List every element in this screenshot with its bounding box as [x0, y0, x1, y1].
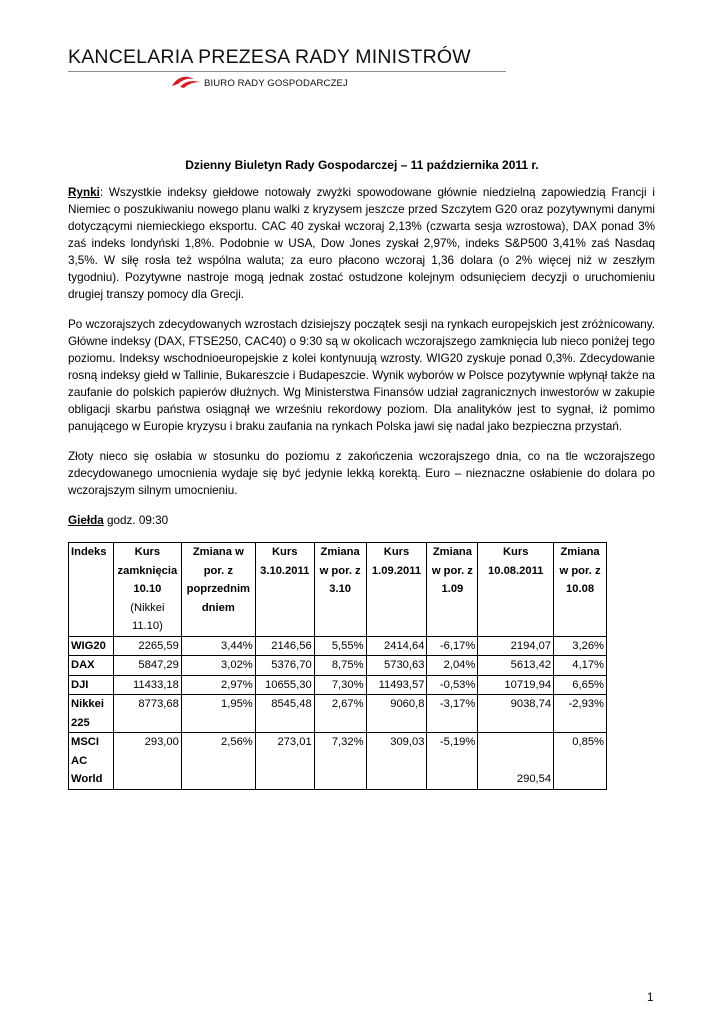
change-value: 2,67% [314, 695, 366, 733]
header-change-10-08: Zmiana w por. z 10.08 [554, 543, 607, 637]
markets-text: : Wszystkie indeksy giełdowe notowały zwyżki spowodowane głównie niedzielną zapowiedzią Francji i Niemiec o poszukiwaniu nowego planu walki z kryzysem jeszcze przed Szczytem G20 oraz pozytywnymi danymi dotyczącymi niemieckiego eksportu. CAC 40 zyskał wczoraj 2,13% (czwarta sesja wzrostowa), DAX ponad 3% zaś indeks londyński 1,8%. Podobnie w USA, Dow Jones zyskał 2,97%, indeks S&P500 3,41% zaś Nasdaq 3,5%. W siłę rosła też wspólna waluta; za euro płacono wczoraj 1,36 dolara (o 2% więcej niż w zeszłym tygodniu). Pozytywne nastroje mogą jednak zostać ostudzone kolejnym odsunięciem decyzji o uruchomieniu drugiej transzy pomocy dla Grecji. [68, 186, 655, 301]
paragraph-markets [68, 184, 655, 303]
close-value: 10655,30 [255, 675, 314, 695]
section-time: godz. 09:30 [103, 514, 169, 527]
table-row [69, 675, 607, 695]
change-value: 7,32% [314, 733, 366, 790]
table-row [69, 636, 607, 656]
header-close-10-08: Kurs 10.08.2011 [478, 543, 554, 637]
close-value: 290,54 [478, 733, 554, 790]
change-value: 2,97% [181, 675, 255, 695]
change-value: 5,55% [314, 636, 366, 656]
change-value: 1,95% [181, 695, 255, 733]
index-name: DJI [69, 675, 114, 695]
document-body [68, 184, 655, 790]
change-value: 4,17% [554, 656, 607, 676]
close-value: 11493,57 [366, 675, 427, 695]
markets-label: Rynki [68, 186, 100, 199]
close-value: 2146,56 [255, 636, 314, 656]
index-name: DAX [69, 656, 114, 676]
header-close-1-09: Kurs 1.09.2011 [366, 543, 427, 637]
change-value: 2,04% [427, 656, 478, 676]
close-value: 2414,64 [366, 636, 427, 656]
paragraph-european-session: Po wczorajszych zdecydowanych wzrostach dzisiejszy początek sesji na rynkach europejskich jest zróżnicowany. Główne indeksy (DAX, FTSE250, CAC40) o 9:30 są w okolicach wczorajszego zamknięcia lub nieco poniżej tego poziomu. Indeksy wschodnioeuropejskie z kolei kontynuują wzrosty. WIG20 zyskuje ponad 0,3%. Zdecydowanie rosną indeksy giełd w Tallinie, Bukareszcie i Budapeszcie. Wynik wyborów w Polsce pozytywnie wpłynął także na zaufanie do polskich papierów dłużnych. Wg Ministerstwa Finansów udział zagranicznych inwestorów w zakupie obligacji skarbu państwa osiągnął we wrześniu rekordowy poziom. Dla analityków jest to sygnał, iż pomimo panującego w Europie kryzysu i braku zaufania na rynkach Polska jawi się nadal jako bezpieczna przystań. [68, 318, 655, 433]
change-value: -0,53% [427, 675, 478, 695]
header-close-3-10: Kurs 3.10.2011 [255, 543, 314, 637]
change-value: -2,93% [554, 695, 607, 733]
header-divider [68, 71, 506, 72]
close-value: 5730,63 [366, 656, 427, 676]
header-close-note: (Nikkei 11.10) [130, 601, 165, 632]
paragraph-currency: Złoty nieco się osłabia w stosunku do poziomu z zakończenia wczorajszego dnia, co na tle wczorajszego zdecydowanego umocnienia wydaje się być jedynie lekką korektą. Euro – nieznaczne osłabienie do dolara po wczorajszym silnym umocnieniu. [68, 450, 655, 497]
header-close-10-10 [113, 543, 181, 637]
change-value: 3,26% [554, 636, 607, 656]
document-title: Dzienny Biuletyn Rady Gospodarczej – 11 października 2011 r. [185, 158, 539, 172]
table-row [69, 733, 607, 790]
header-unit-name: BIURO RADY GOSPODARCZEJ [204, 78, 348, 89]
flag-logo-icon [170, 72, 202, 90]
table-row [69, 695, 607, 733]
market-table [68, 542, 607, 790]
header-index: Indeks [69, 543, 114, 637]
index-name: MSCI AC World [69, 733, 114, 790]
close-value: 9060,8 [366, 695, 427, 733]
section-stock-exchange [68, 512, 655, 529]
change-value: 3,44% [181, 636, 255, 656]
header-change-3-10: Zmiana w por. z 3.10 [314, 543, 366, 637]
header-change-prev-day: Zmiana w por. z poprzednim dniem [181, 543, 255, 637]
close-value: 2194,07 [478, 636, 554, 656]
change-value: 0,85% [554, 733, 607, 790]
close-value: 5376,70 [255, 656, 314, 676]
close-value: 273,01 [255, 733, 314, 790]
change-value: 3,02% [181, 656, 255, 676]
close-value: 5847,29 [113, 656, 181, 676]
close-value: 10719,94 [478, 675, 554, 695]
close-value: 309,03 [366, 733, 427, 790]
index-name: Nikkei 225 [69, 695, 114, 733]
table-row [69, 656, 607, 676]
close-value: 11433,18 [113, 675, 181, 695]
change-value: 2,56% [181, 733, 255, 790]
header-organization-title: KANCELARIA PREZESA RADY MINISTRÓW [68, 46, 471, 68]
change-value: -6,17% [427, 636, 478, 656]
change-value: 6,65% [554, 675, 607, 695]
page-number: 1 [647, 992, 654, 1004]
close-value: 293,00 [113, 733, 181, 790]
header-close-label: Kurs zamknięcia 10.10 [117, 546, 178, 595]
table-header-row [69, 543, 607, 637]
header-change-1-09: Zmiana w por. z 1.09 [427, 543, 478, 637]
close-value: 9038,74 [478, 695, 554, 733]
change-value: 7,30% [314, 675, 366, 695]
section-label: Giełda [68, 514, 104, 527]
close-value: 8773,68 [113, 695, 181, 733]
change-value: 8,75% [314, 656, 366, 676]
close-value: 5613,42 [478, 656, 554, 676]
close-value: 2265,59 [113, 636, 181, 656]
index-name: WIG20 [69, 636, 114, 656]
change-value: -5,19% [427, 733, 478, 790]
close-value: 8545,48 [255, 695, 314, 733]
change-value: -3,17% [427, 695, 478, 733]
